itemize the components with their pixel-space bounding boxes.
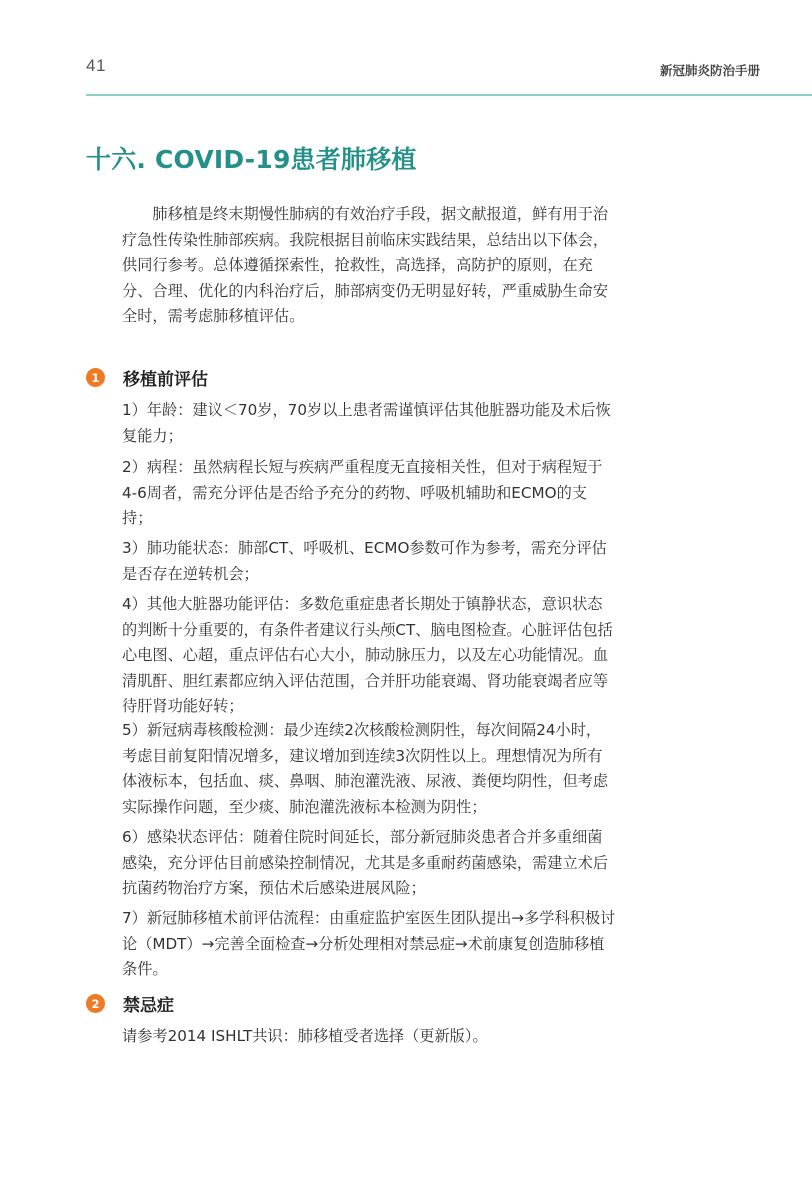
chapter-title: 十六. COVID-19患者肺移植 [86, 145, 417, 174]
list-item-lung-function: 3）肺功能状态：肺部CT、呼吸机、ECMO参数可作为参考，需充分评估是否存在逆转机会； [122, 539, 607, 583]
list-item-ishlt-reference: 请参考2014 ISHLT共识：肺移植受者选择（更新版）。 [122, 1027, 488, 1045]
section-number-badge: 2 [86, 994, 105, 1013]
section-title: 移植前评估 [123, 370, 208, 390]
page-number: 41 [86, 56, 106, 75]
list-item-age: 1）年龄：建议＜70岁，70岁以上患者需谨慎评估其他脏器功能及术后恢复能力； [122, 401, 611, 445]
list-item-evaluation-process: 7）新冠肺移植术前评估流程：由重症监护室医生团队提出→多学科积极讨论（MDT）→完善全面检查→分析处理相对禁忌症→术前康复创造肺移植条件。 [122, 909, 616, 978]
running-header: 新冠肺炎防治手册 [659, 63, 760, 78]
section-title: 禁忌症 [123, 996, 174, 1016]
list-item-infection-status: 6）感染状态评估：随着住院时间延长，部分新冠肺炎患者合并多重细菌感染，充分评估目前感染控制情况，尤其是多重耐药菌感染，需建立术后抗菌药物治疗方案，预估术后感染进展风险； [122, 828, 608, 897]
section-number-badge: 1 [86, 368, 105, 387]
list-item-organ-function: 4）其他大脏器功能评估：多数危重症患者长期处于镇静状态，意识状态的判断十分重要的，有条件者建议行头颅CT、脑电图检查。心脏评估包括心电图、心超，重点评估右心大小，肺动脉压力，以及左心功能情况。血清肌酐、胆红素都应纳入评估范围，合并肝功能衰竭、肾功能衰竭者应等待肝肾功能好转； [122, 595, 613, 715]
list-item-disease-course: 2）病程：虽然病程长短与疾病严重程度无直接相关性，但对于病程短于4-6周者，需充分评估是否给予充分的药物、呼吸机辅助和ECMO的支持； [122, 458, 603, 527]
intro-paragraph: 肺移植是终末期慢性肺病的有效治疗手段，据文献报道，鲜有用于治疗急性传染性肺部疾病。我院根据目前临床实践结果，总结出以下体会，供同行参考。总体遵循探索性，抢救性，高选择，高防护的原则，在充分、合理、优化的内科治疗后，肺部病变仍无明显好转，严重威胁生命安全时，需考虑肺移植评估。 [122, 205, 609, 325]
section-heading-contraindications [86, 991, 174, 1016]
list-item-nucleic-acid-test: 5）新冠病毒核酸检测：最少连续2次核酸检测阴性，每次间隔24小时，考虑目前复阳情况增多，建议增加到连续3次阴性以上。理想情况为所有体液标本，包括血、痰、鼻咽、肺泡灌洗液、尿液、粪便均阴性，但考虑实际操作问题，至少痰、肺泡灌洗液标本检测为阴性； [122, 721, 608, 816]
section-heading-pretransplant-evaluation [86, 365, 208, 390]
header-divider [86, 94, 812, 96]
